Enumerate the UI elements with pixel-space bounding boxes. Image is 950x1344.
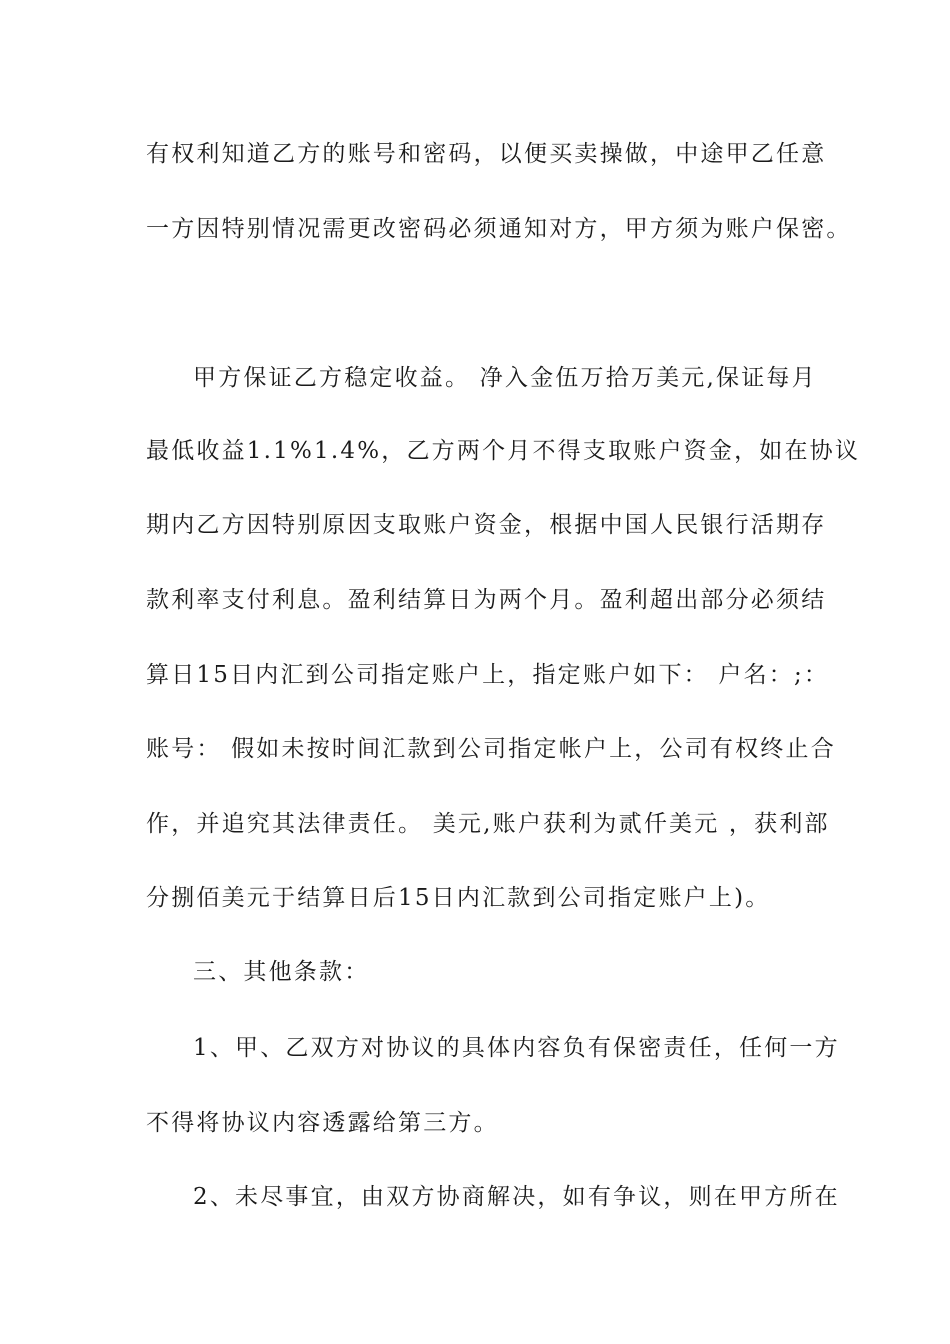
text-line-7: 算日15日内汇到公司指定账户上，指定账户如下： 户名：;：	[146, 662, 830, 688]
clause-2-line-1: 2、未尽事宜，由双方协商解决，如有争议，则在甲方所在	[193, 1184, 840, 1210]
text-line-4: 最低收益1.1%1.4%，乙方两个月不得支取账户资金，如在协议	[146, 438, 861, 464]
section-heading-other-terms: 三、其他条款：	[193, 959, 370, 985]
text-line-10: 分捌佰美元于结算日后15日内汇款到公司指定账户上)。	[146, 885, 771, 911]
text-line-5: 期内乙方因特别原因支取账户资金，根据中国人民银行活期存	[146, 512, 827, 538]
text-line-2: 一方因特别情况需更改密码必须通知对方，甲方须为账户保密。	[146, 216, 852, 242]
paragraph-guarantee-line-1: 甲方保证乙方稳定收益。 净入金伍万拾万美元,保证每月	[193, 365, 817, 391]
clause-1-line-1: 1、甲、乙双方对协议的具体内容负有保密责任，任何一方	[193, 1035, 840, 1061]
text-line-8: 账号： 假如未按时间汇款到公司指定帐户上，公司有权终止合	[146, 736, 836, 762]
clause-1-line-2: 不得将协议内容透露给第三方。	[146, 1110, 499, 1136]
text-line-1: 有权利知道乙方的账号和密码，以便买卖操做，中途甲乙任意	[146, 141, 827, 167]
text-line-6: 款利率支付利息。盈利结算日为两个月。盈利超出部分必须结	[146, 587, 827, 613]
text-line-9: 作，并追究其法律责任。 美元,账户获利为贰仟美元 ，获利部	[146, 811, 830, 837]
